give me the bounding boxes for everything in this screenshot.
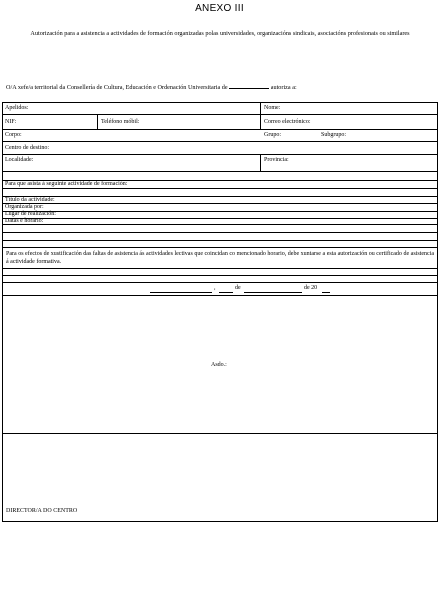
row-divider: [2, 211, 438, 212]
justification-text: Para os efectos de xustificación das faltas de asistencia ás actividades lectivas que coincidan co mencionado horario, debe xuntarse a esta autorización ou certificado de asistencia á actividade formativa.: [6, 251, 434, 265]
row-divider: [2, 232, 438, 233]
label-provincia: Provincia:: [264, 157, 289, 163]
date-de-1: de: [235, 285, 241, 291]
year-blank[interactable]: [322, 292, 330, 293]
label-apelidos: Apelidos:: [5, 105, 29, 111]
row-divider: [2, 114, 438, 115]
row-divider: [2, 129, 438, 130]
row-divider: [2, 188, 438, 189]
column-divider: [260, 102, 261, 129]
table-border-right: [437, 240, 438, 282]
row-divider: [2, 247, 438, 248]
row-divider: [2, 218, 438, 219]
row-divider: [2, 282, 438, 283]
label-organizada: Organizada por:: [5, 204, 44, 210]
province-blank[interactable]: [229, 82, 269, 89]
table-border-left: [2, 282, 3, 521]
label-localidade: Localidade:: [5, 157, 34, 163]
label-titulo: Título da actividade:: [5, 197, 55, 203]
date-comma: ,: [214, 285, 216, 291]
label-correo: Correo electrónico:: [264, 119, 311, 125]
row-divider: [2, 141, 438, 142]
document-subtitle: Autorización para a asistencia a actividades de formación organizadas polas universidades, organizacións sindicais, asociacións profesionais ou similares: [30, 30, 410, 37]
activity-heading: Para que asista á seguinte actividade de formación:: [5, 181, 128, 187]
table-border-right: [437, 171, 438, 240]
intro-text: O/A xefe/a territorial da Consellería de Cultura, Educación e Ordenación Universitaria de: [6, 84, 230, 91]
table-border-left: [2, 240, 3, 282]
row-divider: [2, 275, 438, 276]
label-subgrupo: Subgrupo:: [321, 132, 347, 138]
table-border-left: [2, 171, 3, 240]
label-centro: Centro de destino:: [5, 145, 49, 151]
month-blank[interactable]: [244, 292, 302, 293]
table-border-left: [2, 102, 3, 171]
row-divider: [2, 154, 438, 155]
table-border-right: [437, 282, 438, 521]
label-nome: Nome:: [264, 105, 281, 111]
intro-text-end: autoriza a:: [269, 84, 297, 91]
column-divider: [97, 114, 98, 129]
place-blank[interactable]: [150, 292, 212, 293]
row-divider: [2, 295, 438, 296]
row-divider: [2, 240, 438, 241]
label-corpo: Corpo:: [5, 132, 22, 138]
authorization-statement: [6, 82, 297, 91]
label-nif: NIF:: [5, 119, 17, 125]
row-divider: [2, 224, 438, 225]
label-lugar: Lugar de realización:: [5, 211, 56, 217]
table-border-bottom: [2, 521, 438, 522]
row-divider: [2, 203, 438, 204]
table-border-right: [437, 102, 438, 171]
column-divider: [260, 154, 261, 171]
row-divider: [2, 268, 438, 269]
row-divider: [2, 433, 438, 434]
signed-label: Asdo.:: [211, 362, 227, 368]
director-label: DIRECTOR/A DO CENTRO: [6, 508, 78, 514]
date-de-2: de 20: [304, 285, 318, 291]
day-blank[interactable]: [219, 292, 233, 293]
label-grupo: Grupo:: [264, 132, 281, 138]
document-title: ANEXO III: [195, 3, 244, 14]
label-telefono: Teléfono móbil:: [101, 119, 140, 125]
row-divider: [2, 196, 438, 197]
table-border-top: [2, 102, 438, 103]
label-datas: Datas e horario:: [5, 218, 44, 224]
row-divider: [2, 171, 438, 172]
